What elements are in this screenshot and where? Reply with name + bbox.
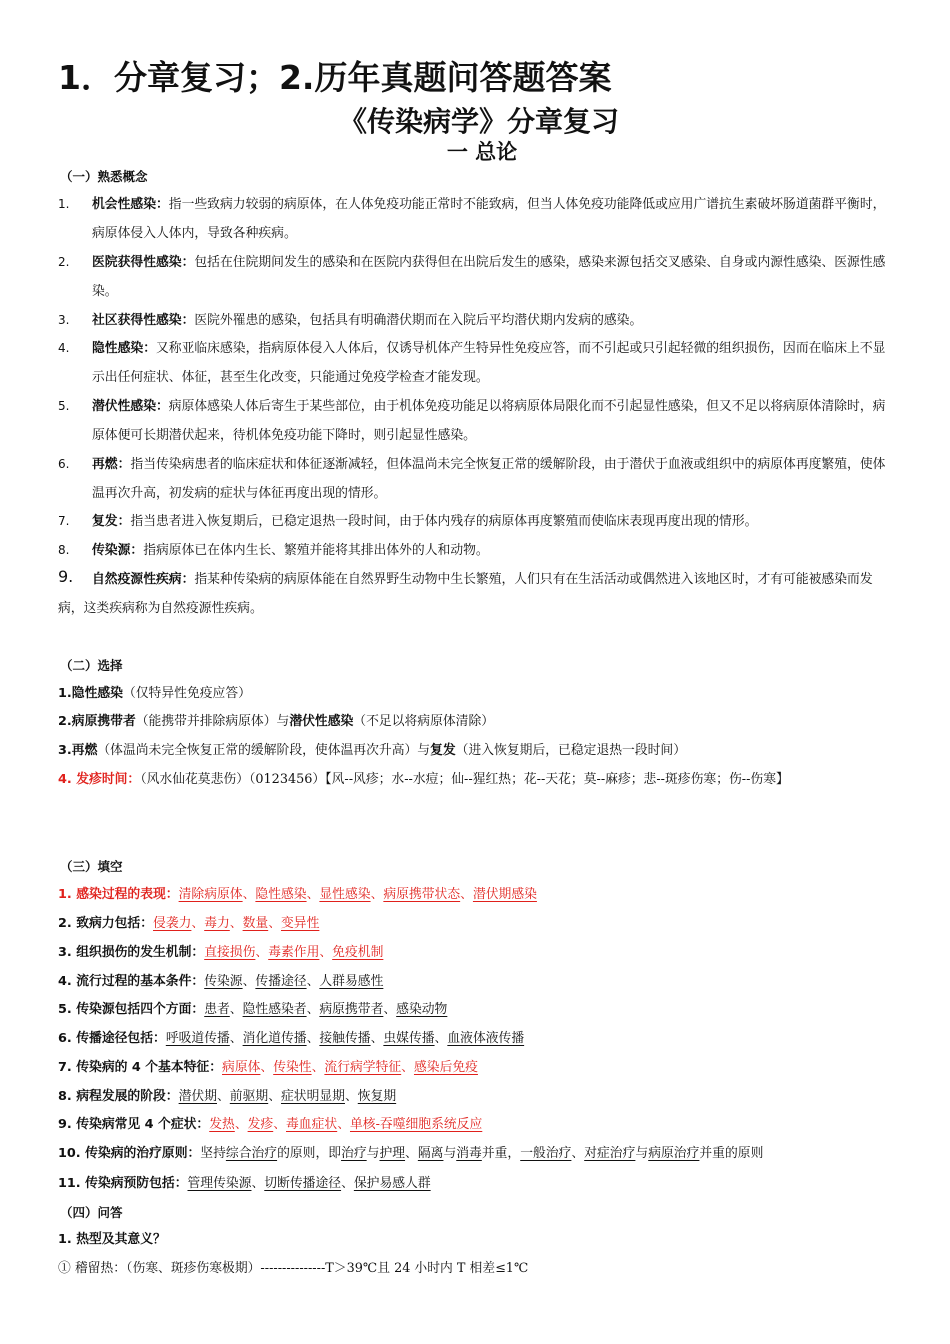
- fill-label: 10. 传染病的治疗原则：: [58, 1146, 201, 1161]
- question-text: 1. 热型及其意义？: [58, 1232, 166, 1247]
- choice-note: （不足以将病原体清除）: [353, 714, 495, 729]
- fill-answer: 切断传播途径: [264, 1176, 342, 1191]
- fill-answer: 传染性: [273, 1060, 312, 1075]
- choice-term: 再燃: [71, 743, 98, 758]
- concept-text: 病原体感染人体后寄生于某些部位，由于机体免疫功能足以将病原体局限化而不引起显性感染，但又不足以将病原体清除时，病原体便可长期潜伏起来，待机体免疫功能下降时，则引起显性感染。: [92, 399, 886, 443]
- fill-line-1: 1. 感染过程的表现：清除病原体、隐性感染、显性感染、病原携带状态、潜伏期感染: [58, 887, 537, 902]
- book-title: 《传染病学》分章复习: [338, 105, 619, 138]
- item-number: 3.: [58, 313, 70, 327]
- concept-text: 指某种传染病的病原体能在自然界野生动物中生长繁殖，人们只有在生活活动或偶然进入该地区时，才有可能被感染而发病，这类疾病称为自然疫源性疾病。: [58, 572, 873, 616]
- choice-note: （能携带并排除病原体）与: [135, 714, 290, 729]
- choice-term: 潜伏性感染: [289, 714, 354, 729]
- fill-line-4: 4. 流行过程的基本条件：传染源、传播途径、人群易感性: [58, 974, 384, 989]
- fill-answer: 毒血症状: [286, 1117, 338, 1132]
- fill-answer: 症状明显期: [280, 1089, 345, 1104]
- concept-item: [58, 334, 888, 392]
- fill-answer: 直接损伤: [204, 945, 256, 960]
- fill-label: 5. 传染源包括四个方面：: [58, 1002, 205, 1017]
- text-run: 并重，: [481, 1146, 521, 1161]
- section-title-choice: （二）选择: [60, 658, 123, 673]
- fill-answer: 数量: [242, 916, 269, 931]
- concept-term: 自然疫源性疾病：: [92, 572, 195, 587]
- fill-answer: 病原携带者: [319, 1002, 384, 1017]
- concept-text: 指一些致病力较弱的病原体，在人体免疫功能正常时不能致病，但当人体免疫功能降低或应用广谱抗生素破坏肠道菌群平衡时，病原体侵入人体内，导致各种疾病。: [92, 197, 886, 241]
- section-title-concepts: （一）熟悉概念: [60, 169, 148, 184]
- fill-answer: 潜伏期感染: [472, 887, 537, 902]
- question-1: [58, 1225, 890, 1254]
- fill-label: 7. 传染病的 4 个基本特征：: [58, 1060, 223, 1075]
- fill-answer: 毒力: [204, 916, 230, 931]
- fill-answer: 管理传染源: [187, 1176, 252, 1191]
- concept-term: 隐性感染：: [92, 341, 156, 356]
- concept-text: 医院外罹患的感染，包括具有明确潜伏期而在入院后平均潜伏期内发病的感染。: [194, 313, 643, 328]
- fill-answer: 接触传播: [319, 1031, 371, 1046]
- fill-answer: 对症治疗: [584, 1146, 636, 1161]
- mnemonic-label: 4. 发疹时间：: [58, 772, 141, 787]
- concept-item: [58, 306, 888, 335]
- fill-answer: 流行病学特征: [324, 1060, 402, 1075]
- text-run: 并重的原则: [699, 1146, 764, 1161]
- fill-answer: 前驱期: [229, 1089, 269, 1104]
- concept-item: [58, 450, 888, 508]
- text-run: 与: [443, 1146, 457, 1161]
- fill-answer: 传染源: [204, 974, 243, 989]
- choice-term: 复发: [430, 743, 456, 758]
- item-number: 8.: [58, 543, 70, 557]
- fill-line-11: 11. 传染病预防包括：管理传染源、切断传播途径、保护易感人群: [58, 1176, 431, 1191]
- fill-answer: 病原治疗: [648, 1146, 700, 1161]
- fill-answer: 保护易感人群: [353, 1176, 431, 1191]
- text-run: 坚持: [200, 1146, 226, 1161]
- fill-answer: 消化道传播: [242, 1031, 307, 1046]
- item-number: 7.: [58, 514, 70, 528]
- fill-answer: 呼吸道传播: [165, 1031, 230, 1046]
- concept-text: 指当传染病患者的临床症状和体征逐渐减轻，但体温尚未完全恢复正常的缓解阶段，由于潜伏于血液或组织中的病原体再度繁殖，使体温再次升高，初发病的症状与体征再度出现的情形。: [92, 457, 886, 501]
- concept-item: [58, 507, 888, 536]
- fill-line-3: 3. 组织损伤的发生机制：直接损伤、毒素作用、免疫机制: [58, 945, 384, 960]
- item-number: 4.: [58, 341, 70, 355]
- fill-answer: 免疫机制: [332, 945, 384, 960]
- concept-item: [58, 392, 888, 450]
- choice-line-4: [58, 765, 890, 794]
- fill-label: 6. 传播途径包括：: [58, 1031, 166, 1046]
- text-run: 与: [366, 1146, 380, 1161]
- line-number: 2.: [58, 714, 72, 729]
- item-number: 5.: [58, 399, 70, 413]
- fill-line-6: 6. 传播途径包括：呼吸道传播、消化道传播、接触传播、虫媒传播、血液体液传播: [58, 1031, 525, 1046]
- fill-line-10: [58, 1139, 890, 1168]
- fill-answer: 变异性: [280, 916, 320, 931]
- fill-line-2: 2. 致病力包括：侵袭力、毒力、数量、变异性: [58, 916, 320, 931]
- concept-item: [58, 248, 888, 306]
- fill-answer: 病原携带状态: [383, 887, 461, 902]
- choice-term: 病原携带者: [71, 714, 136, 729]
- fill-label: 1. 感染过程的表现：: [58, 887, 179, 902]
- section-title-qa: （四）问答: [60, 1205, 123, 1220]
- fill-answer: 恢复期: [357, 1089, 397, 1104]
- choice-line-3: [58, 736, 890, 765]
- fill-answer: 人群易感性: [319, 974, 384, 989]
- section-title-fill: （三）填空: [60, 859, 123, 874]
- concept-term: 医院获得性感染：: [92, 255, 195, 270]
- fill-answer: 显性感染: [319, 887, 371, 902]
- fill-line-5: 5. 传染源包括四个方面：患者、隐性感染者、病原携带者、感染动物: [58, 1002, 448, 1017]
- fill-label: 4. 流行过程的基本条件：: [58, 974, 205, 989]
- concept-term: 再燃：: [92, 457, 131, 472]
- concept-text: 指病原体已在体内生长、繁殖并能将其排出体外的人和动物。: [143, 543, 489, 558]
- mnemonic-text: （风水仙花莫悲伤）（0123456）【风--风疹；水--水痘；仙--猩红热；花--天花；莫--麻疹；悲--斑疹伤寒；伤--伤寒】: [140, 772, 789, 787]
- concept-term: 复发：: [92, 514, 131, 529]
- concept-item: [58, 536, 888, 565]
- fill-answer: 隐性感染: [255, 887, 307, 902]
- fill-answer: 一般治疗: [520, 1146, 572, 1161]
- fill-answer: 隐性感染者: [242, 1002, 307, 1017]
- fill-answer: 单核-吞噬细胞系统反应: [349, 1117, 483, 1132]
- fill-answer: 发疹: [247, 1117, 274, 1132]
- item-number: 6.: [58, 457, 70, 471]
- concept-item: [58, 565, 888, 623]
- fill-line-8: 8. 病程发展的阶段：潜伏期、前驱期、症状明显期、恢复期: [58, 1089, 397, 1104]
- answer-1: [58, 1254, 890, 1283]
- fill-answer: 潜伏期: [178, 1089, 217, 1104]
- fill-line-9: 9. 传染病常见 4 个症状：发热、发疹、毒血症状、单核-吞噬细胞系统反应: [58, 1117, 483, 1132]
- fill-label: 11. 传染病预防包括：: [58, 1176, 188, 1191]
- fill-answer: 隔离: [417, 1146, 444, 1161]
- fill-answer: 血液体液传播: [447, 1031, 525, 1046]
- fill-line-7: 7. 传染病的 4 个基本特征：病原体、传染性、流行病学特征、感染后免疫: [58, 1060, 478, 1075]
- concept-text: 又称亚临床感染，指病原体侵入人体后，仅诱导机体产生特异性免疫应答，而不引起或只引起轻微的组织损伤，因而在临床上不显示出任何症状、体征，甚至生化改变，只能通过免疫学检查才能发现。: [92, 341, 886, 385]
- item-number: 1.: [58, 197, 70, 211]
- fill-answer: 清除病原体: [178, 887, 243, 902]
- page-title: 1．分章复习；2.历年真题问答题答案: [58, 58, 612, 97]
- text-run: 、: [405, 1146, 418, 1161]
- concept-item: [58, 190, 888, 248]
- concept-term: 传染源：: [92, 543, 144, 558]
- fill-answer: 护理: [379, 1146, 406, 1161]
- fill-answer: 病原体: [222, 1060, 261, 1075]
- concept-term: 潜伏性感染：: [92, 399, 169, 414]
- fill-answer: 感染动物: [396, 1002, 448, 1017]
- fill-answer: 消毒: [456, 1146, 482, 1161]
- fill-answer: 患者: [204, 1002, 230, 1017]
- fill-answer: 综合治疗: [225, 1146, 278, 1161]
- fill-answer: 传播途径: [255, 974, 307, 989]
- choice-term: 隐性感染: [71, 686, 123, 701]
- line-number: 3.: [58, 743, 72, 758]
- text-run: 与: [635, 1146, 649, 1161]
- fill-label: 3. 组织损伤的发生机制：: [58, 945, 205, 960]
- fill-label: 8. 病程发展的阶段：: [58, 1089, 179, 1104]
- text-run: 的原则，即: [277, 1146, 342, 1161]
- fill-answer: 毒素作用: [268, 945, 320, 960]
- fill-answer: 感染后免疫: [413, 1060, 478, 1075]
- concept-term: 机会性感染：: [92, 197, 169, 212]
- choice-note: （体温尚未完全恢复正常的缓解阶段，使体温再次升高）与: [97, 743, 431, 758]
- fill-answer: 治疗: [341, 1146, 367, 1161]
- chapter-title: 一 总论: [446, 140, 518, 164]
- line-number: 1.: [58, 686, 72, 701]
- item-number: 9.: [58, 567, 74, 586]
- concept-term: 社区获得性感染：: [92, 313, 195, 328]
- choice-note: （进入恢复期后，已稳定退热一段时间）: [455, 743, 687, 758]
- fill-label: 2. 致病力包括：: [58, 916, 154, 931]
- fill-answer: 虫媒传播: [383, 1031, 435, 1046]
- fill-answer: 侵袭力: [153, 916, 192, 931]
- item-number: 2.: [58, 255, 70, 269]
- answer-text: ① 稽留热：（伤寒、斑疹伤寒极期）---------------T＞39℃且 24 小时内 T 相差≤1℃: [58, 1261, 529, 1276]
- fill-answer: 发热: [209, 1117, 235, 1132]
- concept-text: 包括在住院期间发生的感染和在医院内获得但在出院后发生的感染，感染来源包括交叉感染、自身或内源性感染、医源性感染。: [92, 255, 886, 299]
- choice-note: （仅特异性免疫应答）: [122, 686, 251, 701]
- choice-line-1: [58, 679, 890, 708]
- concept-text: 指当患者进入恢复期后，已稳定退热一段时间，由于体内残存的病原体再度繁殖而使临床表现再度出现的情形。: [130, 514, 758, 529]
- fill-label: 9. 传染病常见 4 个症状：: [58, 1117, 210, 1132]
- text-run: 、: [571, 1146, 585, 1161]
- choice-line-2: [58, 707, 890, 736]
